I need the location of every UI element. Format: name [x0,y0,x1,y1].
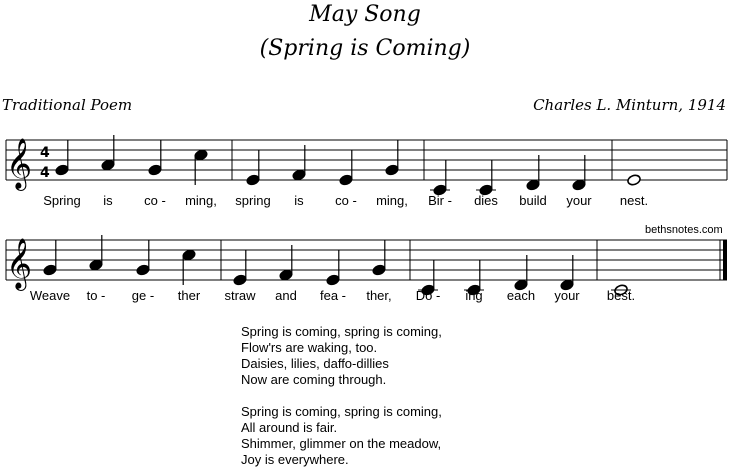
lyric-syllable: build [519,193,547,208]
lyric-syllable: Weave [29,288,71,303]
lyric-syllable: ming, [185,193,217,208]
note-head [89,259,104,272]
lyric-syllable: ther, [366,288,392,303]
treble-clef-icon: 𝄞 [6,138,33,189]
note-head [182,249,197,262]
verse-line: All around is fair. [241,420,338,435]
lyric-syllable: Spring [43,193,81,208]
note-head [246,174,261,187]
lyric-syllable: nest. [619,193,649,208]
note-head [292,169,307,182]
note-head [101,159,116,172]
note-head [43,264,58,277]
note-head [194,149,209,162]
lyric-syllable: ing [465,288,483,303]
composer-credit: Charles L. Minturn, 1914 [533,96,726,114]
note-head [279,269,294,282]
lyric-syllable: Bir - [428,193,452,208]
verse-line: Spring is coming, spring is coming, [241,404,442,419]
lyric-syllable: your [566,193,592,208]
lyric-syllable: ming, [376,193,408,208]
note-head [339,174,354,187]
verse-line: Shimmer, glimmer on the meadow, [241,436,442,451]
verse-line: Spring is coming, spring is coming, [241,324,442,339]
lyric-syllable: best. [606,288,636,303]
lyric-syllable: dies [474,193,498,208]
note-head [385,164,400,177]
lyric-syllable: your [554,288,580,303]
note-head [136,264,151,277]
note-head [372,264,387,277]
lyric-syllable: is [294,193,304,208]
lyric-syllable: ge - [131,288,155,303]
note-head [233,274,248,287]
verse-line: Flow'rs are waking, too. [241,340,378,355]
note-head [148,164,163,177]
song-subtitle: (Spring is Coming) [259,36,471,61]
stanza-gap [241,388,442,404]
staff-system-2 [6,235,727,303]
lyric-syllable: each [506,288,536,303]
lyric-syllable: fea - [319,288,347,303]
staff-system-1 [6,135,727,208]
lyric-syllable: and [275,288,297,303]
verse-line: Now are coming through. [241,372,387,387]
time-signature-bottom: 4 [40,165,50,181]
poem-credit: Traditional Poem [2,96,133,114]
lyric-syllable: is [103,193,113,208]
note-head [326,274,341,287]
note-head [572,179,587,192]
lyric-syllable: co - [335,193,357,208]
website-label: bethsnotes.com [645,224,723,236]
lyric-syllable: straw [224,288,256,303]
verse-line: Daisies, lilies, daffo-dillies [241,356,389,371]
lyric-syllable: co - [144,193,166,208]
note-head [627,174,642,187]
note-head [55,164,70,177]
verse-line: Joy is everywhere. [241,452,349,467]
song-title: May Song [309,2,421,27]
time-signature-top: 4 [40,145,50,161]
lyric-syllable: Do - [415,288,441,303]
treble-clef-icon: 𝄞 [6,238,33,289]
lyric-syllable: to - [86,288,106,303]
final-barline-thick [723,240,727,280]
verses-block [241,324,442,468]
lyric-syllable: ther [177,288,201,303]
note-head [526,179,541,192]
lyric-syllable: spring [235,193,271,208]
